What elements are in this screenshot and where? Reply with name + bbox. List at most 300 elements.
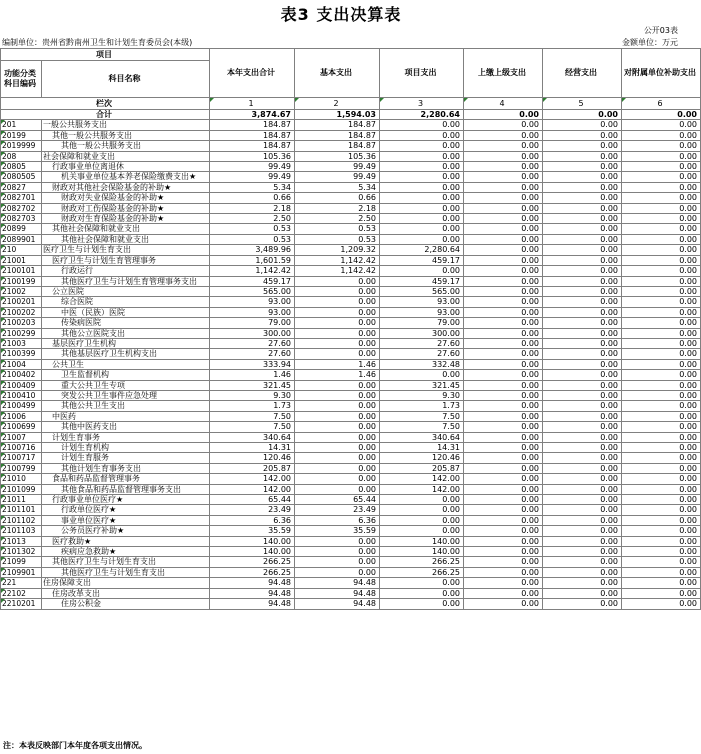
row-name: 其他医疗卫生与计划生育管理事务支出 (42, 276, 210, 286)
total-row (1, 110, 701, 120)
row-value: 0.00 (622, 370, 701, 380)
row-code: 2100201 (1, 297, 42, 307)
row-value: 0.00 (622, 515, 701, 525)
table-row (1, 474, 701, 484)
row-value: 0.00 (380, 515, 464, 525)
row-value: 0.00 (622, 432, 701, 442)
row-value: 94.48 (210, 578, 295, 588)
row-value: 0.00 (622, 307, 701, 317)
header-subsidy: 对附属单位补助支出 (622, 49, 701, 98)
row-value: 0.00 (464, 172, 543, 182)
colno: 6 (622, 98, 701, 110)
row-value: 93.00 (210, 297, 295, 307)
row-value: 0.00 (622, 505, 701, 515)
table-row (1, 120, 701, 130)
row-value: 0.00 (622, 422, 701, 432)
row-value: 0.00 (543, 182, 622, 192)
row-value: 0.00 (543, 349, 622, 359)
row-code: 2100399 (1, 349, 42, 359)
row-value: 0.00 (295, 328, 380, 338)
row-value: 0.00 (622, 359, 701, 369)
row-value: 140.00 (380, 547, 464, 557)
row-name: 事业单位医疗★ (42, 515, 210, 525)
row-name: 财政对生育保险基金的补助★ (42, 214, 210, 224)
row-value: 1,209.32 (295, 245, 380, 255)
row-value: 0.00 (622, 151, 701, 161)
table-row (1, 297, 701, 307)
row-code: 22102 (1, 588, 42, 598)
row-value: 35.59 (210, 526, 295, 536)
colno-label: 栏次 (1, 98, 210, 110)
row-value: 0.00 (543, 318, 622, 328)
row-value: 0.00 (622, 380, 701, 390)
row-value: 332.48 (380, 359, 464, 369)
table-row (1, 151, 701, 161)
row-value: 0.00 (295, 557, 380, 567)
row-value: 0.00 (295, 338, 380, 348)
row-value: 0.00 (380, 495, 464, 505)
row-value: 0.00 (543, 567, 622, 577)
row-value: 0.00 (464, 120, 543, 130)
row-value: 0.00 (464, 245, 543, 255)
row-value: 94.48 (295, 588, 380, 598)
row-value: 93.00 (210, 307, 295, 317)
table-row (1, 141, 701, 151)
row-value: 5.34 (210, 182, 295, 192)
row-value: 0.00 (380, 214, 464, 224)
row-value: 184.87 (295, 141, 380, 151)
row-name: 突发公共卫生事件应急处理 (42, 390, 210, 400)
row-value: 23.49 (295, 505, 380, 515)
row-value: 105.36 (210, 151, 295, 161)
row-value: 27.60 (380, 349, 464, 359)
row-value: 0.00 (464, 401, 543, 411)
row-code: 2100699 (1, 422, 42, 432)
row-value: 0.00 (464, 297, 543, 307)
row-value: 0.00 (543, 328, 622, 338)
row-value: 340.64 (210, 432, 295, 442)
row-name: 其他公共卫生支出 (42, 401, 210, 411)
row-value: 94.48 (295, 599, 380, 609)
row-value: 0.00 (543, 297, 622, 307)
row-name: 基层医疗卫生机构 (42, 338, 210, 348)
row-value: 65.44 (295, 495, 380, 505)
row-value: 0.00 (464, 286, 543, 296)
row-value: 0.00 (622, 214, 701, 224)
row-code: 21099 (1, 557, 42, 567)
row-value: 93.00 (380, 297, 464, 307)
row-value: 0.00 (380, 151, 464, 161)
table-row (1, 495, 701, 505)
row-code: 2080505 (1, 172, 42, 182)
row-value: 0.00 (622, 495, 701, 505)
row-name: 综合医院 (42, 297, 210, 307)
table-row (1, 359, 701, 369)
row-value: 0.00 (464, 151, 543, 161)
row-code: 2100717 (1, 453, 42, 463)
row-value: 27.60 (380, 338, 464, 348)
row-value: 0.00 (543, 141, 622, 151)
row-code: 2100101 (1, 266, 42, 276)
row-name: 医疗救助★ (42, 536, 210, 546)
row-value: 0.66 (295, 193, 380, 203)
row-code: 2089901 (1, 234, 42, 244)
row-value: 14.31 (210, 443, 295, 453)
row-value: 565.00 (210, 286, 295, 296)
row-value: 0.00 (464, 162, 543, 172)
row-value: 0.00 (543, 307, 622, 317)
row-value: 0.00 (295, 276, 380, 286)
row-value: 7.50 (380, 422, 464, 432)
row-value: 0.00 (464, 276, 543, 286)
row-name: 食品和药品监督管理事务 (42, 474, 210, 484)
row-name: 住房改革支出 (42, 588, 210, 598)
row-value: 6.36 (295, 515, 380, 525)
row-value: 0.00 (295, 307, 380, 317)
row-value: 0.00 (295, 443, 380, 453)
table-row (1, 484, 701, 494)
row-code: 20827 (1, 182, 42, 192)
row-value: 0.00 (622, 390, 701, 400)
row-code: 2210201 (1, 599, 42, 609)
row-name: 计划生育机构 (42, 443, 210, 453)
table-row (1, 547, 701, 557)
row-value: 79.00 (210, 318, 295, 328)
row-name: 一般公共服务支出 (42, 120, 210, 130)
row-value: 105.36 (295, 151, 380, 161)
row-value: 2,280.64 (380, 245, 464, 255)
row-value: 333.94 (210, 359, 295, 369)
row-value: 0.53 (210, 234, 295, 244)
row-value: 0.00 (622, 203, 701, 213)
row-value: 266.25 (210, 557, 295, 567)
row-value: 1.46 (295, 359, 380, 369)
row-value: 0.00 (380, 120, 464, 130)
row-value: 0.00 (622, 526, 701, 536)
row-value: 459.17 (210, 276, 295, 286)
row-value: 0.00 (464, 359, 543, 369)
table-row (1, 401, 701, 411)
total-value: 0.00 (622, 110, 701, 120)
row-name: 其他社会保障和就业支出 (42, 224, 210, 234)
row-value: 0.00 (543, 578, 622, 588)
row-value: 0.00 (622, 120, 701, 130)
row-value: 0.00 (622, 162, 701, 172)
row-value: 0.00 (543, 463, 622, 473)
row-value: 0.00 (543, 557, 622, 567)
total-value: 2,280.64 (380, 110, 464, 120)
row-value: 0.00 (622, 453, 701, 463)
organization-unit: 编制单位：贵州省黔南州卫生和计划生育委员会(本级) (2, 38, 193, 47)
table-row (1, 422, 701, 432)
row-value: 0.00 (295, 453, 380, 463)
row-code: 21004 (1, 359, 42, 369)
row-value: 0.00 (295, 411, 380, 421)
row-value: 205.87 (210, 463, 295, 473)
money-unit: 金额单位：万元 (622, 38, 678, 47)
row-code: 208 (1, 151, 42, 161)
row-code: 21001 (1, 255, 42, 265)
row-value: 0.00 (464, 463, 543, 473)
row-name: 行政单位医疗★ (42, 505, 210, 515)
row-code: 2100202 (1, 307, 42, 317)
row-value: 0.00 (295, 297, 380, 307)
row-value: 0.00 (622, 547, 701, 557)
row-value: 340.64 (380, 432, 464, 442)
row-value: 0.00 (464, 599, 543, 609)
table-row (1, 214, 701, 224)
row-value: 0.00 (464, 443, 543, 453)
row-value: 79.00 (380, 318, 464, 328)
row-value: 0.00 (543, 484, 622, 494)
row-value: 0.00 (380, 141, 464, 151)
table-row (1, 193, 701, 203)
table-row (1, 567, 701, 577)
table-row (1, 370, 701, 380)
form-number: 公开03表 (643, 26, 678, 35)
table-title: 表3 支出决算表 (280, 5, 402, 24)
row-name: 重大公共卫生专项 (42, 380, 210, 390)
row-value: 0.00 (622, 318, 701, 328)
row-code: 2100409 (1, 380, 42, 390)
row-code: 2082702 (1, 203, 42, 213)
row-value: 0.00 (464, 234, 543, 244)
row-name: 其他中医药支出 (42, 422, 210, 432)
row-value: 9.30 (210, 390, 295, 400)
row-code: 2109901 (1, 567, 42, 577)
row-value: 0.00 (295, 567, 380, 577)
row-name: 其他医疗卫生与计划生育支出 (42, 557, 210, 567)
table-row (1, 130, 701, 140)
colno: 2 (295, 98, 380, 110)
row-value: 0.00 (543, 401, 622, 411)
row-value: 0.00 (295, 484, 380, 494)
row-value: 0.00 (464, 193, 543, 203)
row-value: 184.87 (210, 120, 295, 130)
row-value: 0.00 (380, 130, 464, 140)
row-value: 0.00 (543, 151, 622, 161)
row-value: 300.00 (380, 328, 464, 338)
table-row (1, 234, 701, 244)
row-value: 0.00 (464, 130, 543, 140)
row-name: 其他公立医院支出 (42, 328, 210, 338)
row-name: 疾病应急救助★ (42, 547, 210, 557)
row-value: 0.00 (543, 547, 622, 557)
row-value: 266.25 (380, 557, 464, 567)
row-code: 2100799 (1, 463, 42, 473)
row-value: 459.17 (380, 276, 464, 286)
row-value: 0.00 (543, 359, 622, 369)
row-value: 0.00 (543, 162, 622, 172)
row-value: 0.00 (380, 588, 464, 598)
row-value: 0.00 (464, 338, 543, 348)
row-value: 0.00 (295, 318, 380, 328)
row-value: 0.00 (543, 443, 622, 453)
row-name: 传染病医院 (42, 318, 210, 328)
header-code: 功能分类科目编码 (1, 61, 42, 98)
table-row (1, 162, 701, 172)
row-value: 93.00 (380, 307, 464, 317)
expenditure-table (0, 48, 701, 610)
row-value: 0.00 (295, 463, 380, 473)
table-row (1, 349, 701, 359)
row-value: 0.00 (464, 495, 543, 505)
row-value: 140.00 (210, 547, 295, 557)
row-value: 2.18 (210, 203, 295, 213)
row-code: 2101102 (1, 515, 42, 525)
row-value: 0.00 (295, 380, 380, 390)
row-value: 142.00 (210, 474, 295, 484)
row-value: 5.34 (295, 182, 380, 192)
row-value: 0.00 (622, 224, 701, 234)
row-name: 行政事业单位医疗★ (42, 495, 210, 505)
row-name: 中医（民族）医院 (42, 307, 210, 317)
row-value: 0.00 (622, 599, 701, 609)
row-value: 1,142.42 (295, 266, 380, 276)
colno: 3 (380, 98, 464, 110)
row-value: 300.00 (210, 328, 295, 338)
row-code: 2100402 (1, 370, 42, 380)
row-value: 99.49 (210, 172, 295, 182)
row-value: 1,601.59 (210, 255, 295, 265)
row-value: 0.00 (543, 193, 622, 203)
row-value: 99.49 (295, 162, 380, 172)
row-value: 0.00 (622, 245, 701, 255)
table-row (1, 463, 701, 473)
row-value: 0.00 (295, 547, 380, 557)
row-name: 其他食品和药品监督管理事务支出 (42, 484, 210, 494)
row-value: 140.00 (210, 536, 295, 546)
row-value: 1.73 (210, 401, 295, 411)
row-value: 142.00 (380, 474, 464, 484)
row-value: 0.00 (464, 588, 543, 598)
table-row (1, 224, 701, 234)
row-code: 21010 (1, 474, 42, 484)
row-value: 7.50 (210, 422, 295, 432)
row-value: 0.00 (622, 130, 701, 140)
table-row (1, 432, 701, 442)
row-value: 0.00 (295, 401, 380, 411)
table-row (1, 578, 701, 588)
row-name: 社会保障和就业支出 (42, 151, 210, 161)
row-name: 其他医疗卫生与计划生育支出 (42, 567, 210, 577)
row-value: 0.00 (622, 286, 701, 296)
row-value: 7.50 (380, 411, 464, 421)
row-name: 公立医院 (42, 286, 210, 296)
row-value: 120.46 (210, 453, 295, 463)
row-value: 0.00 (380, 203, 464, 213)
row-value: 0.00 (464, 484, 543, 494)
row-name: 其他一般公共服务支出 (42, 141, 210, 151)
row-value: 0.00 (543, 390, 622, 400)
total-label: 合计 (1, 110, 210, 120)
row-value: 27.60 (210, 338, 295, 348)
row-value: 0.00 (464, 526, 543, 536)
row-value: 0.53 (295, 224, 380, 234)
row-value: 0.00 (543, 495, 622, 505)
row-value: 142.00 (380, 484, 464, 494)
row-value: 1.46 (295, 370, 380, 380)
row-value: 0.00 (622, 255, 701, 265)
row-value: 565.00 (380, 286, 464, 296)
table-row (1, 526, 701, 536)
table-row (1, 328, 701, 338)
row-value: 0.00 (380, 182, 464, 192)
row-value: 0.00 (543, 203, 622, 213)
row-value: 0.00 (380, 162, 464, 172)
row-code: 20805 (1, 162, 42, 172)
row-code: 2101103 (1, 526, 42, 536)
table-row (1, 588, 701, 598)
row-value: 0.00 (464, 349, 543, 359)
row-value: 0.00 (622, 276, 701, 286)
row-value: 184.87 (210, 130, 295, 140)
row-code: 21003 (1, 338, 42, 348)
row-value: 184.87 (210, 141, 295, 151)
row-name: 公务员医疗补助★ (42, 526, 210, 536)
row-value: 0.00 (464, 578, 543, 588)
row-value: 0.00 (543, 380, 622, 390)
table-row (1, 390, 701, 400)
row-value: 0.00 (622, 328, 701, 338)
table-row (1, 266, 701, 276)
row-value: 9.30 (380, 390, 464, 400)
table-row (1, 599, 701, 609)
row-value: 0.00 (464, 141, 543, 151)
row-name: 住房保障支出 (42, 578, 210, 588)
row-value: 0.00 (543, 130, 622, 140)
row-value: 0.00 (464, 203, 543, 213)
row-name: 其他计划生育事务支出 (42, 463, 210, 473)
row-value: 0.00 (380, 193, 464, 203)
header-project: 项目 (1, 49, 210, 61)
row-value: 0.00 (622, 172, 701, 182)
row-value: 205.87 (380, 463, 464, 473)
row-value: 0.00 (380, 224, 464, 234)
row-value: 0.00 (464, 515, 543, 525)
row-value: 0.00 (622, 266, 701, 276)
total-value: 1,594.03 (295, 110, 380, 120)
row-value: 1.73 (380, 401, 464, 411)
row-name: 财政对工伤保险基金的补助★ (42, 203, 210, 213)
row-value: 0.00 (543, 526, 622, 536)
row-value: 0.00 (464, 411, 543, 421)
row-value: 140.00 (380, 536, 464, 546)
row-value: 0.53 (295, 234, 380, 244)
row-value: 0.00 (622, 443, 701, 453)
row-value: 0.00 (622, 401, 701, 411)
row-value: 0.00 (464, 214, 543, 224)
row-code: 2101101 (1, 505, 42, 515)
row-value: 0.00 (543, 599, 622, 609)
row-value: 321.45 (210, 380, 295, 390)
row-value: 0.00 (464, 318, 543, 328)
row-name: 计划生育服务 (42, 453, 210, 463)
row-value: 0.00 (622, 578, 701, 588)
row-code: 221 (1, 578, 42, 588)
row-value: 1,142.42 (210, 266, 295, 276)
total-value: 0.00 (464, 110, 543, 120)
table-row (1, 245, 701, 255)
row-value: 2.50 (210, 214, 295, 224)
row-name: 行政事业单位离退休 (42, 162, 210, 172)
row-name: 财政对失业保险基金的补助★ (42, 193, 210, 203)
total-value: 0.00 (543, 110, 622, 120)
header-remit: 上缴上级支出 (464, 49, 543, 98)
row-value: 0.00 (543, 234, 622, 244)
table-row (1, 411, 701, 421)
row-value: 14.31 (380, 443, 464, 453)
